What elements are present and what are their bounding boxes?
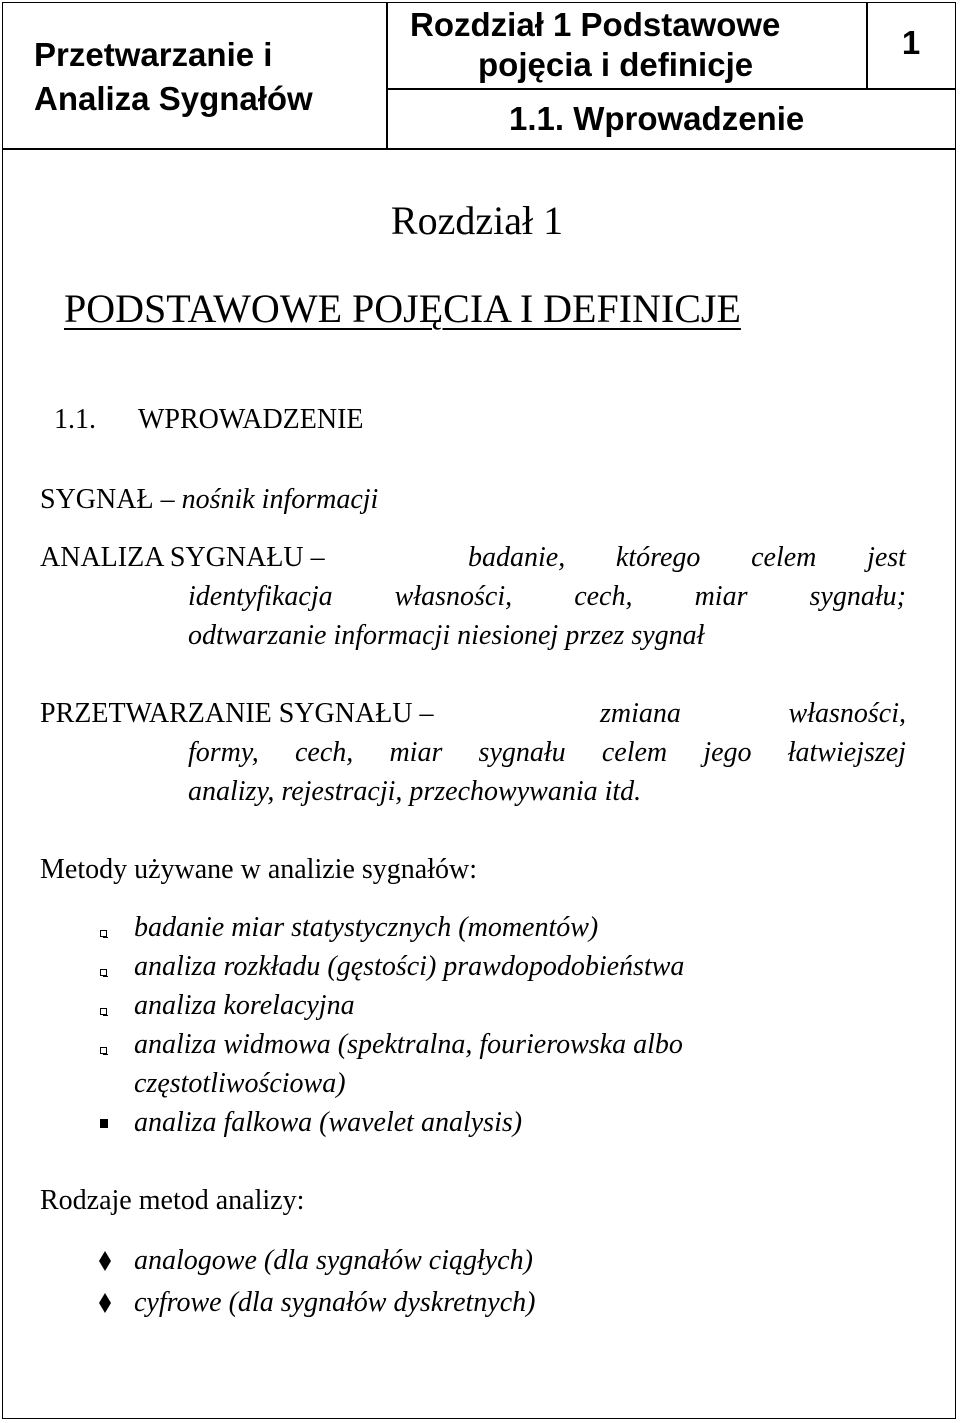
analysis-word: sygnału; [809, 581, 906, 612]
header-divider-left [386, 2, 388, 149]
page-header [2, 2, 956, 150]
analysis-desc-line2 [188, 581, 906, 613]
analysis-word: którego [615, 542, 701, 573]
processing-word: sygnału [478, 737, 566, 768]
processing-word: zmiana [600, 698, 681, 729]
processing-word: celem [601, 737, 668, 768]
analysis-word: jest [867, 542, 906, 573]
processing-word: własności, [788, 698, 906, 729]
analysis-word: miar [694, 581, 748, 612]
checkbox-bullet-icon [100, 930, 107, 937]
analysis-word: badanie, [468, 542, 566, 573]
checkbox-bullet-icon [100, 1047, 107, 1054]
analysis-desc-line3: odtwarzanie informacji niesionej przez sygnał [188, 620, 705, 651]
chapter-label: Rozdział 1 [390, 198, 564, 243]
chapter-header-line1: Rozdział 1 Podstawowe [410, 6, 781, 43]
section-number: 1.1. [54, 404, 96, 435]
analysis-dash: – [310, 542, 325, 573]
analysis-desc-line1 [468, 542, 906, 574]
analysis-word: własności, [394, 581, 513, 612]
checkbox-bullet-icon [100, 969, 107, 976]
processing-desc-line1 [600, 698, 906, 730]
chapter-title: PODSTAWOWE POJĘCIA I DEFINICJE [64, 286, 741, 331]
term-processing: PRZETWARZANIE SYGNAŁU [40, 698, 413, 729]
method-item: analiza rozkładu (gęstości) prawdopodobieństwa [134, 951, 685, 982]
type-item: analogowe (dla sygnałów ciągłych) [134, 1245, 533, 1276]
method-item: analiza falkowa (wavelet analysis) [134, 1107, 523, 1138]
course-title-line1: Przetwarzanie i [34, 36, 273, 73]
processing-dash: – [419, 698, 434, 729]
term-analysis: ANALIZA SYGNAŁU [40, 542, 304, 573]
processing-word: miar [389, 737, 443, 768]
method-item-continuation: częstotliwościowa) [134, 1068, 346, 1099]
section-heading [54, 404, 364, 436]
method-item: badanie miar statystycznych (momentów) [134, 912, 599, 943]
header-middle-rule [386, 88, 956, 90]
analysis-word: cech, [574, 581, 633, 612]
checkbox-bullet-icon [100, 1008, 107, 1015]
processing-word: łatwiejszej [787, 737, 906, 768]
analysis-word: celem [751, 542, 817, 573]
square-bullet-icon [100, 1119, 108, 1128]
processing-desc-line3: analizy, rejestracji, przechowywania itd. [188, 776, 642, 807]
diamond-bullet-icon [98, 1292, 112, 1314]
types-heading: Rodzaje metod analizy: [40, 1185, 305, 1216]
header-bottom-rule [2, 148, 956, 150]
term-signal: SYGNAŁ [40, 484, 154, 515]
course-title-line2: Analiza Sygnałów [34, 80, 313, 117]
processing-word: cech, [294, 737, 354, 768]
processing-word: jego [703, 737, 752, 768]
signal-dash: – [160, 484, 175, 515]
signal-description: nośnik informacji [181, 484, 379, 515]
section-title: WPROWADZENIE [138, 404, 364, 435]
method-item: analiza widmowa (spektralna, fourierowska albo [134, 1029, 683, 1060]
processing-word: formy, [188, 737, 259, 768]
methods-heading: Metody używane w analizie sygnałów: [40, 854, 477, 885]
term-processing-row [40, 698, 434, 730]
definition-signal [40, 484, 378, 516]
section-header: 1.1. Wprowadzenie [509, 100, 805, 137]
chapter-header-line2: pojęcia i definicje [478, 46, 754, 83]
term-analysis-row [40, 542, 325, 574]
method-item: analiza korelacyjna [134, 990, 355, 1021]
type-item: cyfrowe (dla sygnałów dyskretnych) [134, 1287, 536, 1318]
diamond-bullet-icon [98, 1250, 112, 1272]
analysis-word: identyfikacja [188, 581, 333, 612]
processing-desc-line2 [188, 737, 906, 769]
page-number: 1 [901, 24, 921, 61]
